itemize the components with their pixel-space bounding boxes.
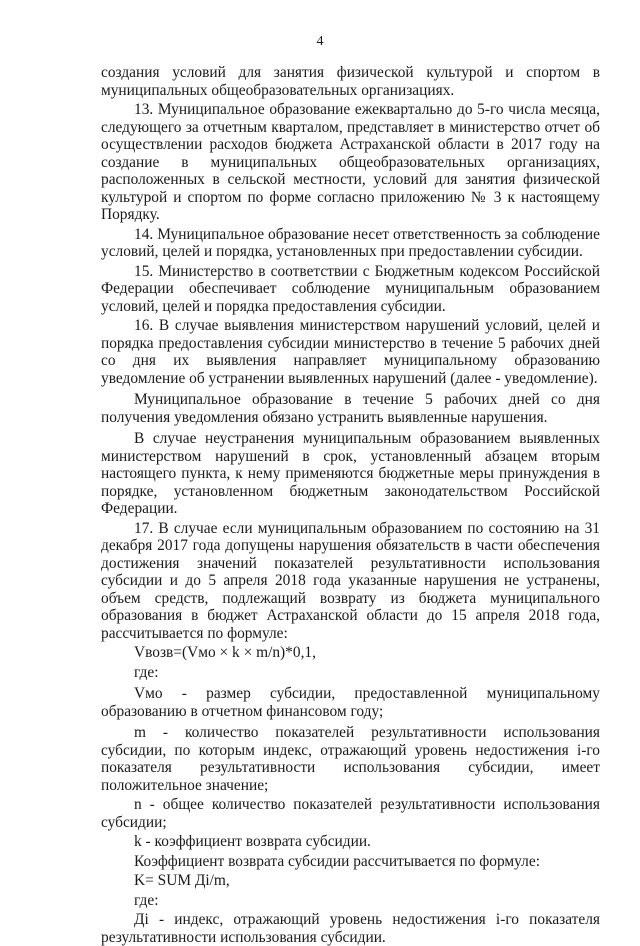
paragraph-16-second: Муниципальное образование в течение 5 рабочих дней со дня получения уведомления обязано устранить выявленные нарушения. <box>101 391 600 426</box>
document-body <box>101 64 600 946</box>
paragraph-15: 15. Министерство в соответствии с Бюджетным кодексом Российской Федерации обеспечивает соблюдение муниципальным образованием условий, целей и порядка предоставления субсидии. <box>101 262 600 315</box>
definition-n: n - общее количество показателей результативности использования субсидии; <box>101 796 600 831</box>
paragraph-14: 14. Муниципальное образование несет ответственность за соблюдение условий, целей и порядка, установленных при предоставлении субсидии. <box>101 225 600 260</box>
formula-return-volume: Vвозв=(Vмо × k × m/n)*0,1, <box>134 644 316 661</box>
definition-vmo: Vмо - размер субсидии, предоставленной муниципальному образованию в отчетном финансовом году; <box>101 685 600 720</box>
page-number: 4 <box>316 34 324 49</box>
formula-where-label-2: где: <box>134 891 159 909</box>
definition-k: k - коэффициент возврата субсидии. <box>134 833 371 850</box>
paragraph-13: 13. Муниципальное образование ежеквартально до 5-го числа месяца, следующего за отчетным кварталом, представляет в министерство отчет об осуществлении расходов бюджета Астраханской области в 2017 году на создание в муниципальных общеобразовательных организациях, расположенных в сельской местности, условий для занятия физической культурой и спортом по форме согласно приложению № 3 к настоящему Порядку. <box>101 101 600 223</box>
coefficient-intro: Коэффициент возврата субсидии рассчитывается по формуле: <box>134 852 540 870</box>
formula-coefficient: K= SUM Дi/m, <box>134 872 230 889</box>
paragraph-16: 16. В случае выявления министерством нарушений условий, целей и порядка предоставления субсидии министерство в течение 5 рабочих дней со дня их выявления направляет муниципальному образованию уведомление об устранении выявленных нарушений (далее - уведомление). <box>101 317 600 387</box>
definition-di: Дi - индекс, отражающий уровень недостижения i-го показателя результативности использования субсидии. <box>101 911 600 946</box>
formula-where-label: где: <box>134 663 159 681</box>
definition-m: m - количество показателей результативности использования субсидии, по которым индекс, отражающий уровень недостижения i-го показателя результативности использования субсидии, имеет положительное значение; <box>101 724 600 794</box>
paragraph-17: 17. В случае если муниципальным образованием по состоянию на 31 декабря 2017 года допущены нарушения обязательств в части обеспечения достижения значений показателей результативности использования субсидии и до 5 апреля 2018 года указанные нарушения не устранены, объем средств, подлежащий возврату из бюджета муниципального образования в бюджет Астраханской области до 15 апреля 2018 года, рассчитывается по формуле: <box>101 519 600 642</box>
paragraph-continuation: создания условий для занятия физической культурой и спортом в муниципальных общеобразовательных организациях. <box>101 64 600 99</box>
paragraph-16-third: В случае неустранения муниципальным образованием выявленных министерством нарушений в срок, установленный абзацем вторым настоящего пункта, к нему применяются бюджетные меры принуждения в порядке, установленном бюджетным законодательством Российской Федерации. <box>101 430 600 517</box>
